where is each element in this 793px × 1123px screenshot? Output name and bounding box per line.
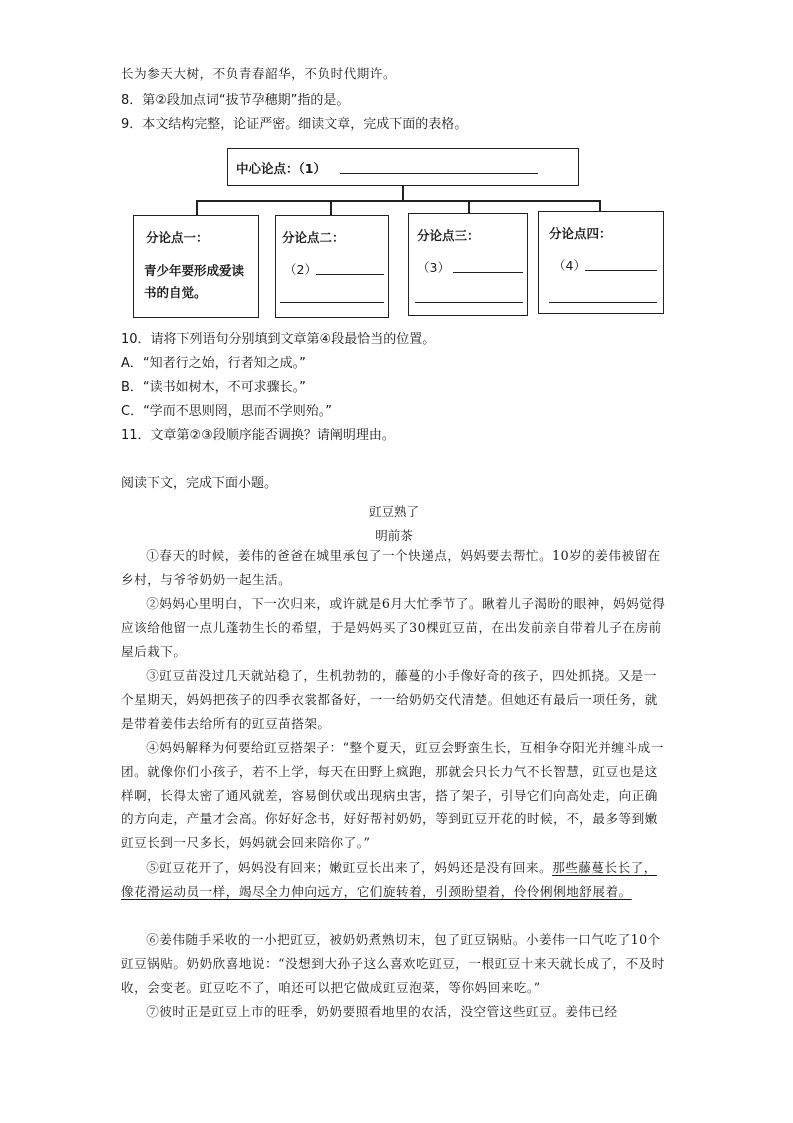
question-10-option-a: A．“知者行之始，行者知之成。” (121, 356, 306, 371)
paragraph-3: ③豇豆苗没过几天就站稳了，生机勃勃的，藤蔓的小手像好奇的孩子，四处抓挠。又是一个星期天，妈妈把孩子的四季衣裳都备好，一一给奶奶交代清楚。但她还有最后一项任务，就是带着姜伟去给所有的豇豆苗搭架。 (121, 668, 658, 731)
answer-blank-4a[interactable] (585, 270, 657, 271)
question-11: 11．文章第②③段顺序能否调换？请阐明理由。 (121, 428, 395, 443)
passage-title: 豇豆熟了 (368, 504, 419, 519)
sub-argument-box-4 (538, 211, 664, 314)
answer-blank-1[interactable] (340, 173, 538, 174)
paragraph-7: ⑦彼时正是豇豆上市的旺季，奶奶要照看地里的农活，没空管这些豇豆。姜伟已经 (146, 1004, 618, 1019)
connector-drop-3 (468, 200, 470, 213)
sub-argument-label-1: 分论点一： (146, 230, 209, 245)
sub-argument-blank-label-4: （4） (553, 258, 586, 273)
answer-blank-4b[interactable] (549, 302, 657, 303)
paragraph-2: ②妈妈心里明白，下一次归来，或许就是6月大忙季节了。瞅着儿子渴盼的眼神，妈妈觉得应该给他留一点儿蓬勃生长的希望，于是妈妈买了30棵豇豆苗，在出发前亲自带着儿子在房前屋后栽下。 (121, 596, 666, 659)
sub-argument-box-3 (408, 213, 528, 316)
sub-argument-label-3: 分论点三： (417, 228, 480, 243)
sub-argument-content-1: 青少年要形成爱读书的自觉。 (144, 263, 245, 300)
paragraph-6: ⑥姜伟随手采收的一小把豇豆，被奶奶煮熟切末，包了豇豆锅贴。小姜伟一口气吃了10个豇豆锅贴。奶奶欣喜地说：“没想到大孙子这么喜欢吃豇豆，一根豇豆十来天就长成了，不及时收，会变老。豇豆吃不了，咱还可以把它做成豇豆泡菜，等你妈回来吃。” (121, 932, 665, 995)
top-line: 长为参天大树，不负青春韶华，不负时代期许。 (121, 66, 397, 81)
answer-blank-3b[interactable] (415, 302, 523, 303)
paragraph-4: ④妈妈解释为何要给豇豆搭架子：“整个夏天，豇豆会野蛮生长，互相争夺阳光并缠斗成一团。就像你们小孩子，若不上学，每天在田野上疯跑，那就会只长力气不长智慧，豇豆也是这样啊，长得太密了通风就差，容易倒伏或出现病虫害，搭了架子，引导它们向高处走，向正确的方向走，产量才会高。你好好念书，好好帮衬奶奶，等到豇豆开花的时候，不，最多等到嫩豇豆长到一尺多长，妈妈就会回来陪你了。” (121, 740, 664, 851)
question-10-option-c: C．“学而不思则罔，思而不学则殆。” (121, 404, 333, 419)
paragraph-5-text: ⑤豇豆花开了，妈妈没有回来；嫩豇豆长出来了，妈妈还是没有回来。 (146, 860, 553, 875)
connector-horizontal (196, 200, 600, 202)
question-10-option-b: B．“读书如树木，不可求骤长。” (121, 380, 306, 395)
connector-drop-1 (196, 200, 198, 215)
sub-argument-label-4: 分论点四： (549, 226, 612, 241)
paragraph-5 (121, 856, 667, 904)
question-10: 10．请将下列语句分别填到文章第④段最恰当的位置。 (121, 332, 436, 347)
paragraph-5-underlined: 那些藤蔓长长了，像花滑运动员一样，竭尽全力伸向远方，它们旋转着，引颈盼望着，伶伶俐俐地舒展着。 (121, 860, 657, 899)
sub-argument-box-2 (275, 215, 389, 318)
passage-author: 明前茶 (375, 528, 413, 543)
answer-blank-2b[interactable] (280, 302, 384, 303)
sub-argument-label-2: 分论点二： (282, 230, 345, 245)
connector-drop-2 (330, 200, 332, 215)
connector-vertical (402, 186, 404, 201)
central-argument-label: 中心论点：（1） (236, 161, 326, 176)
central-argument-box (227, 148, 579, 186)
answer-blank-3a[interactable] (453, 272, 523, 273)
sub-argument-blank-label-2: （2） (284, 262, 317, 277)
paragraph-1: ①春天的时候，姜伟的爸爸在城里承包了一个快递点，妈妈要去帮忙。10岁的姜伟被留在乡村，与爷爷奶奶一起生活。 (121, 548, 661, 587)
answer-blank-2a[interactable] (316, 274, 384, 275)
reading-intro: 阅读下文，完成下面小题。 (121, 476, 278, 491)
sub-argument-blank-label-3: （3） (417, 260, 450, 275)
sub-argument-box-1 (133, 215, 259, 318)
question-8: 8．第②段加点词“拔节孕穗期”指的是。 (121, 93, 350, 108)
connector-drop-4 (599, 200, 601, 211)
question-9: 9．本文结构完整，论证严密。细读文章，完成下面的表格。 (121, 117, 468, 132)
